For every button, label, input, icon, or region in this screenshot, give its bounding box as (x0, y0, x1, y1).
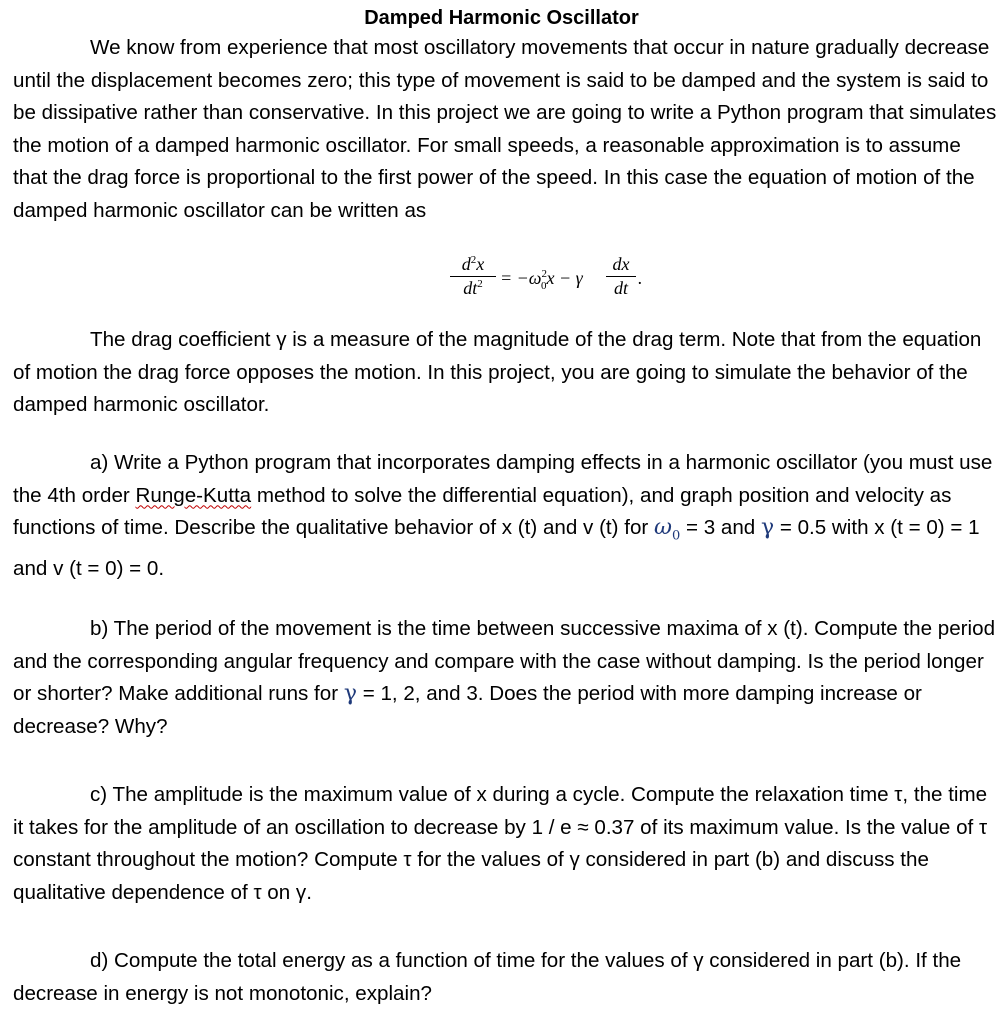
lhs-den-sup: 2 (477, 278, 483, 290)
part-b-paragraph (13, 613, 998, 743)
part-a-text-1: a) Write a Python program that incorporates damping effects in a harmonic oscillator (you must use the 4th order (13, 451, 993, 507)
rhs-den: dt (613, 278, 628, 298)
part-c-paragraph: c) The amplitude is the maximum value of x during a cycle. Compute the relaxation time τ, the time it takes for the amplitude of an oscillation to decrease by 1 / e ≈ 0.37 of its maximum value. Is the value of τ constant throughout the motion? Compute τ for the values of γ considered in part (b) and discuss the qualitative dependence of τ on γ. (13, 783, 988, 904)
omega-sub: 0 (541, 279, 547, 292)
rhs-num: dx (612, 254, 630, 274)
part-d-paragraph: d) Compute the total energy as a function of time for the values of γ considered in part (b). If the decrease in energy is not monotonic, explain? (13, 949, 962, 1005)
omega-zero-sub: 0 (671, 528, 681, 544)
intro-paragraph: We know from experience that most oscillatory movements that occur in nature gradually decrease until the displacement becomes zero; this type of movement is said to be damped and the system is said to be dissipative rather than conservative. In this project we are going to write a Python program that simulates the motion of a damped harmonic oscillator. For small speeds, a reasonable approximation is to assume that the drag force is proportional to the first power of the speed. In this case the equation of motion of the damped harmonic oscillator can be written as (13, 36, 997, 222)
part-b-text-1: b) The period of the movement is the time between successive maxima of x (t). Compute the period and the corresponding angular frequency and compare with the case without damping. Is the period longer or shorter? Make additional runs for (13, 617, 996, 706)
eq-middle-1: = −ω (500, 268, 542, 288)
omega-symbol: ω (653, 515, 672, 541)
document-title: Damped Harmonic Oscillator (364, 7, 639, 29)
equation-middle (500, 268, 583, 292)
eq-middle-2: x − γ (546, 268, 583, 288)
part-a-text-2: method to solve the differential equation), and graph position and velocity as functions of time. Describe the qualitative behavior of x (t) and v (t) for (13, 483, 952, 540)
part-a-paragraph (13, 447, 998, 586)
runge-kutta-spellcheck: Runge-Kutta (135, 483, 252, 507)
lhs-den: dt (463, 278, 478, 298)
part-a-text-3: = 3 and (680, 516, 761, 540)
equation-lhs-fraction (450, 254, 496, 299)
equation-rhs-fraction (606, 254, 636, 299)
drag-paragraph: The drag coefficient γ is a measure of the magnitude of the drag term. Note that from the equation of motion the drag force opposes the motion. In this project, you are going to simulate the behavior of the damped harmonic oscillator. (13, 328, 982, 417)
gamma-symbol: γ (343, 681, 357, 707)
lhs-num-var: x (476, 254, 485, 274)
omega-sup: 2 (541, 268, 548, 280)
lhs-num-d: d (461, 254, 471, 274)
part-b-text-2: = 1, 2, and 3. Does the period with more damping increase or decrease? Why? (13, 682, 922, 738)
omega-zero-symbol (653, 515, 681, 544)
part-a-text-4: = 0.5 with x (t = 0) = 1 and v (t = 0) = 0. (13, 516, 980, 581)
lhs-num-sup: 2 (470, 254, 477, 266)
gamma-symbol: γ (760, 515, 775, 541)
equation-end: . (638, 268, 643, 288)
equation-of-motion (450, 254, 670, 320)
